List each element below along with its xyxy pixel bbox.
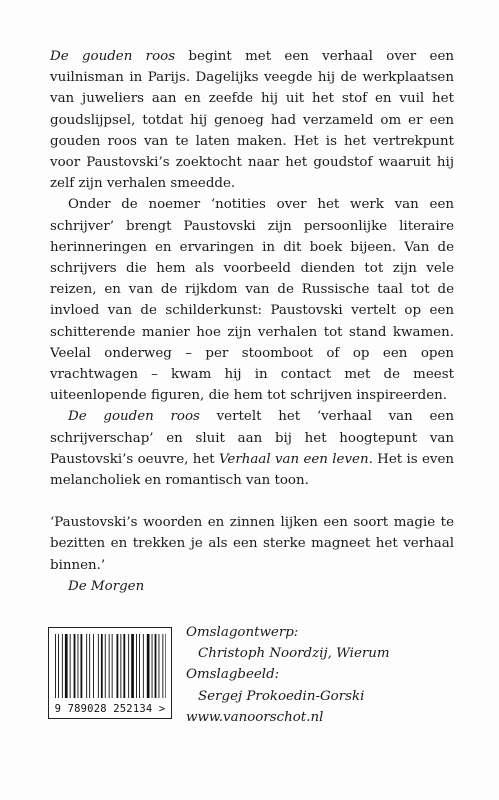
barcode-bar [98,634,99,698]
barcode-bar [120,634,121,698]
paragraph-1 [50,46,454,194]
book-title: De gouden roos [50,49,176,64]
barcode-bar [123,634,125,698]
blurb-text [50,46,454,597]
paragraph-2: Onder de noemer ‘notities over het werk van een schrijver’ brengt Paustovski zijn persoonlijke literaire herinneringen en ervaringen in dit boek bijeen. Van de schrijvers die hem als voorbeeld dienden tot zijn vele reizen, en van de rijkdom van de Russische taal tot de invloed van de schilderkunst: Paustovski vertelt op een schitterende manier hoe zijn verhalen tot stand kwamen. Veelal onderweg – per stoomboot of op een open vrachtwagen – kwam hij in contact met de meest uiteenlopende figuren, die hem tot schrijven inspireerden. [50,197,454,404]
barcode-bar [70,634,71,698]
barcode-bars [55,634,166,698]
barcode-bar [93,634,94,698]
cover-design-name: Christoph Noordzij, Wierum [198,646,390,662]
quote-text: ‘Paustovski’s woorden en zinnen lijken een soort magie te bezitten en trekken je als een sterke magneet het verhaal binnen.’ [50,515,454,573]
paragraph-3-text-b: Het is even melancholiek en romantisch van toon. [50,451,454,489]
barcode-bar [147,634,150,698]
barcode-bar [65,634,68,698]
barcode-bar [81,634,83,698]
barcode-bar [58,634,59,698]
barcode-bar [152,634,153,698]
quote-source: De Morgen [68,578,145,594]
barcode-digits: 9 789028 252134 > [54,703,166,715]
barcode-bar [162,634,163,698]
paragraph-3-text-a: vertelt het ‘verhaal van een schrijverschap’ en sluit aan bij het hoogtepunt van Paustovski’s oeuvre, het [50,409,454,467]
barcode-bar [139,634,140,698]
publisher-website[interactable]: www.vanoorschot.nl [186,709,324,725]
barcode-bar [128,634,129,698]
barcode-bar [55,634,56,698]
barcode-bar [109,634,110,698]
barcode-bar [143,634,144,698]
barcode-bar [136,634,137,698]
barcode-bar [101,634,103,698]
barcode-bar [86,634,87,698]
barcode-bar [112,634,113,698]
barcode-bar [62,634,63,698]
credits [186,622,446,728]
cover-design-label: Omslagontwerp: [186,625,299,640]
barcode-bar [159,634,160,698]
barcode-bar [74,634,76,698]
barcode-bar [105,634,106,698]
paragraph-1-text: begint met een verhaal over een vuilnisman in Parijs. Dagelijks veegde hij de werkplaatsen van juweliers aan en zeefde hij uit het stof en vuil het goudslijpsel, totdat hij genoeg had verzameld om er een gouden roos van te laten maken. Het is het vertrekpunt voor Paustovski’s zoektocht naar het goudstof waaruit hij zelf zijn verhalen smeedde. [50,49,455,192]
barcode-bar [155,634,157,698]
barcode-bar [131,634,134,698]
barcode-bar [89,634,90,698]
cover-image-label: Omslagbeeld: [186,667,280,683]
barcode-bar [117,634,119,698]
cover-image-name: Sergej Prokoedin-Gorski [198,688,365,704]
book-title: De gouden roos [68,409,200,425]
barcode-bar [165,634,166,698]
related-work-title: Verhaal van een leven. [218,451,373,467]
isbn-barcode [48,627,172,719]
review-quote [50,512,454,597]
barcode-bar [78,634,79,698]
paragraph-3 [50,406,454,491]
